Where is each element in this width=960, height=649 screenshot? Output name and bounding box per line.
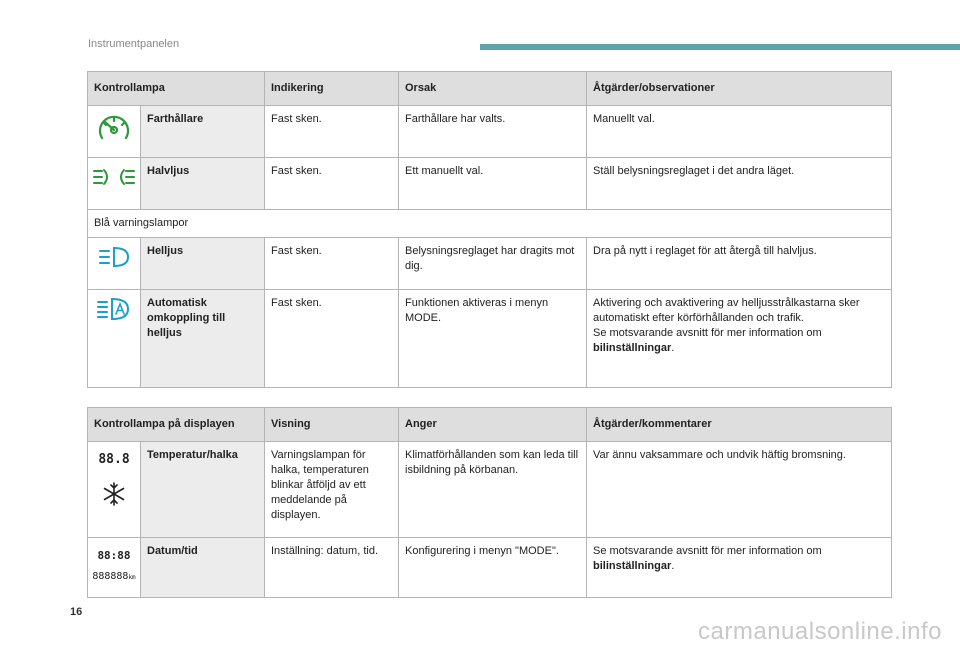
punctuation: . [671, 560, 675, 572]
indicates-cell: Klimatförhållanden som kan leda till isbildning på körbanan. [399, 442, 587, 538]
watermark: carmanualsonline.info [698, 618, 942, 645]
odometer-display-icon: 888888km [92, 571, 136, 582]
section-row [88, 210, 892, 238]
table-row [88, 538, 892, 598]
clock-display-icon: 88:88 [97, 549, 131, 562]
display-cell: Varningslampan för halka, temperaturen blinkar åtföljd av ett meddelande på displayen. [265, 442, 399, 538]
automatic-main-beam-icon [88, 290, 141, 388]
indication-cell: Fast sken. [265, 106, 399, 158]
indication-cell: Fast sken. [265, 158, 399, 210]
cause-cell: Belysningsreglaget har dragits mot dig. [399, 238, 587, 290]
action-cell: Manuellt val. [587, 106, 892, 158]
lamp-name: Temperatur/halka [141, 442, 265, 538]
lamp-name: Farthållare [141, 106, 265, 158]
action-line: Se motsvarande avsnitt för mer information om [593, 327, 822, 339]
action-cell: Dra på nytt i reglaget för att återgå till halvljus. [587, 238, 892, 290]
action-cell: Ställ belysningsreglaget i det andra läget. [587, 158, 892, 210]
column-header: Åtgärder/observationer [587, 72, 892, 106]
indication-cell: Fast sken. [265, 238, 399, 290]
lamp-name: Halvljus [141, 158, 265, 210]
action-cell: Var ännu vaksammare och undvik häftig bromsning. [587, 442, 892, 538]
table-row [88, 238, 892, 290]
cause-cell: Ett manuellt val. [399, 158, 587, 210]
column-header: Kontrollampa [88, 72, 265, 106]
table-row [88, 158, 892, 210]
display-lamps-table [87, 407, 892, 598]
settings-reference: bilinställningar [593, 342, 672, 354]
punctuation: . [671, 342, 675, 354]
indication-cell: Fast sken. [265, 290, 399, 388]
temperature-display-icon: 88.8 [98, 452, 130, 467]
action-cell [587, 290, 892, 388]
speedometer-cruise-control-icon [88, 106, 141, 158]
header-accent-bar [480, 44, 960, 50]
column-header: Kontrollampa på displayen [88, 408, 265, 442]
table-header-row [88, 72, 892, 106]
table-row [88, 442, 892, 538]
action-line: Se motsvarande avsnitt för mer information om [593, 545, 822, 557]
snowflake-icon [101, 481, 127, 507]
main-beam-icon [88, 238, 141, 290]
cause-cell: Funktionen aktiveras i menyn MODE. [399, 290, 587, 388]
table-header-row [88, 408, 892, 442]
table-row [88, 290, 892, 388]
column-header: Indikering [265, 72, 399, 106]
column-header: Anger [399, 408, 587, 442]
dipped-beam-icon [88, 158, 141, 210]
display-cell: Inställning: datum, tid. [265, 538, 399, 598]
lamp-name: Automatisk omkoppling till helljus [141, 290, 265, 388]
section-label: Blå varningslampor [88, 210, 892, 238]
page-section-title: Instrumentpanelen [88, 38, 180, 50]
cause-cell: Farthållare har valts. [399, 106, 587, 158]
lamp-name: Helljus [141, 238, 265, 290]
column-header: Visning [265, 408, 399, 442]
warning-lamps-table [87, 71, 892, 388]
page-number: 16 [70, 606, 83, 618]
settings-reference: bilinställningar [593, 560, 672, 572]
indicates-cell: Konfigurering i menyn "MODE". [399, 538, 587, 598]
column-header: Orsak [399, 72, 587, 106]
table-row [88, 106, 892, 158]
action-cell [587, 538, 892, 598]
action-line: Aktivering och avaktivering av helljusstrålkastarna sker automatiskt efter körförhållanden och trafik. [593, 297, 860, 324]
lamp-name: Datum/tid [141, 538, 265, 598]
column-header: Åtgärder/kommentarer [587, 408, 892, 442]
